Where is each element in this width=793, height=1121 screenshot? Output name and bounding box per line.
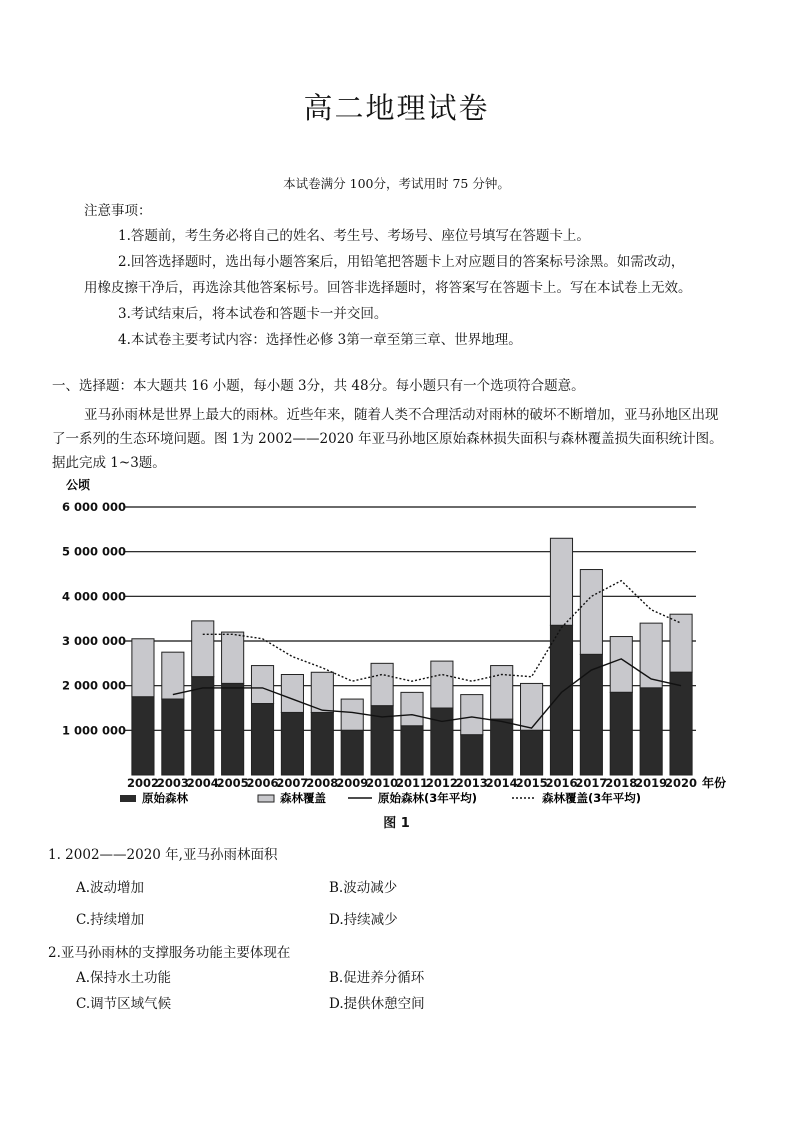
y-tick-label: 6 000 000 — [62, 500, 127, 514]
x-tick-label: 2014 — [485, 776, 518, 790]
x-tick-label: 2017 — [575, 776, 608, 790]
intro-line-3: 据此完成 1~3题。 — [52, 455, 166, 471]
bar-primary-forest — [521, 730, 543, 775]
legend-label-primary-forest: 原始森林 — [142, 791, 188, 805]
x-tick-label: 2018 — [605, 776, 638, 790]
bar-primary-forest — [401, 726, 423, 775]
bar-forest-cover — [431, 661, 453, 708]
question-1-stem: 1. 2002——2020 年,亚马孙雨林面积 — [48, 847, 278, 863]
question-intro — [52, 403, 748, 475]
y-tick-label: 2 000 000 — [62, 678, 127, 693]
bar-forest-cover — [461, 695, 483, 735]
bar-primary-forest — [670, 672, 692, 775]
x-tick-label: 2006 — [246, 776, 279, 790]
bar-primary-forest — [132, 697, 154, 775]
page-title: 高二地理试卷 — [303, 91, 490, 125]
x-tick-labels — [127, 776, 697, 790]
bar-forest-cover — [401, 692, 423, 726]
q2-option-c[interactable]: C.调节区域气候 — [76, 996, 172, 1012]
bar-primary-forest — [281, 712, 303, 775]
notice-item-2-cont: 用橡皮擦干净后，再选涂其他答案标号。回答非选择题时，将答案写在答题卡上。写在本试卷上无效。 — [84, 280, 692, 296]
line-primary-forest-avg — [173, 659, 681, 728]
y-tick-label: 5 000 000 — [62, 544, 127, 559]
notice-item-1: 1.答题前，考生务必将自己的姓名、考生号、考场号、座位号填写在答题卡上。 — [118, 228, 590, 244]
y-tick-label: 1 000 000 — [62, 723, 127, 738]
bar-primary-forest — [162, 699, 184, 775]
section-heading: 一、选择题：本大题共 16 小题，每小题 3分，共 48分。每小题只有一个选项符合题意。 — [52, 378, 585, 394]
bar-forest-cover — [251, 666, 273, 704]
q1-option-a[interactable]: A.波动增加 — [76, 880, 145, 896]
bar-forest-cover — [132, 639, 154, 697]
x-tick-label: 2012 — [425, 776, 458, 790]
x-tick-label: 2016 — [545, 776, 578, 790]
x-tick-label: 2011 — [395, 776, 429, 790]
q2-option-b[interactable]: B.促进养分循环 — [329, 970, 425, 986]
q1-option-c[interactable]: C.持续增加 — [76, 912, 145, 928]
bar-forest-cover — [341, 699, 363, 730]
x-tick-label: 2004 — [186, 776, 219, 790]
x-tick-label: 2008 — [306, 776, 339, 790]
legend-swatch-forest-cover — [258, 795, 274, 802]
notice-list — [84, 223, 734, 353]
legend-label-cover-avg: 森林覆盖(3年平均) — [542, 791, 642, 805]
bar-primary-forest — [251, 704, 273, 775]
x-tick-label: 2003 — [156, 776, 189, 790]
chart-legend — [120, 791, 641, 805]
bar-primary-forest — [491, 719, 513, 775]
x-tick-label: 2013 — [455, 776, 488, 790]
bar-primary-forest — [341, 730, 363, 775]
q2-option-a[interactable]: A.保持水土功能 — [76, 970, 172, 986]
bar-primary-forest — [550, 625, 572, 775]
bar-forest-cover — [521, 683, 543, 730]
q2-option-d[interactable]: D.提供休憩空间 — [329, 996, 425, 1012]
x-tick-label: 2020 — [665, 776, 698, 790]
bar-forest-cover — [311, 672, 333, 712]
x-tick-label: 2015 — [515, 776, 548, 790]
bar-primary-forest — [610, 692, 632, 775]
bar-forest-cover — [670, 614, 692, 672]
bar-primary-forest — [222, 683, 244, 775]
intro-line-1: 亚马孙雨林是世界上最大的雨林。近些年来，随着人类不合理活动对雨林的破坏不断增加，亚马孙地区出现 — [84, 407, 719, 423]
x-axis-label: 年份 — [702, 776, 727, 790]
x-tick-label: 2007 — [276, 776, 309, 790]
bar-forest-cover — [550, 538, 572, 625]
bar-primary-forest — [311, 712, 333, 775]
chart-lines — [173, 581, 681, 728]
x-tick-label: 2019 — [635, 776, 668, 790]
bar-forest-cover — [162, 652, 184, 699]
q1-option-b[interactable]: B.波动减少 — [329, 880, 398, 896]
exam-info: 本试卷满分 100分，考试用时 75 分钟。 — [283, 176, 510, 191]
legend-swatch-primary-forest — [120, 795, 136, 802]
bar-primary-forest — [192, 677, 214, 775]
bar-forest-cover — [192, 621, 214, 677]
bar-primary-forest — [431, 708, 453, 775]
q1-option-d[interactable]: D.持续减少 — [329, 912, 398, 928]
chart-bars — [132, 538, 692, 775]
forest-loss-chart — [60, 472, 740, 812]
intro-line-2: 了一系列的生态环境问题。图 1为 2002——2020 年亚马孙地区原始森林损失面积与森林覆盖损失面积统计图。 — [52, 431, 723, 447]
notice-item-2: 2.回答选择题时，选出每小题答案后，用铅笔把答题卡上对应题目的答案标号涂黑。如需改动， — [118, 254, 685, 270]
legend-label-forest-cover: 森林覆盖 — [280, 791, 326, 805]
bar-primary-forest — [580, 654, 602, 775]
x-tick-label: 2009 — [336, 776, 369, 790]
y-tick-label: 3 000 000 — [62, 634, 127, 648]
x-tick-label: 2002 — [126, 776, 159, 790]
y-tick-label: 4 000 000 — [62, 589, 127, 604]
bar-primary-forest — [640, 688, 662, 775]
legend-label-primary-avg: 原始森林(3年平均) — [378, 791, 478, 805]
bar-primary-forest — [461, 735, 483, 775]
notice-item-4: 4.本试卷主要考试内容：选择性必修 3第一章至第三章、世界地理。 — [118, 332, 522, 348]
bar-forest-cover — [580, 570, 602, 655]
bar-forest-cover — [281, 675, 303, 713]
notice-heading: 注意事项： — [84, 203, 152, 219]
bar-forest-cover — [371, 663, 393, 705]
x-tick-label: 2010 — [366, 776, 399, 790]
question-2-stem: 2.亚马孙雨林的支撑服务功能主要体现在 — [48, 945, 291, 961]
figure-caption: 图 1 — [383, 816, 410, 831]
y-axis-label: 公顷 — [66, 478, 91, 492]
x-tick-label: 2005 — [216, 776, 249, 790]
bar-forest-cover — [491, 666, 513, 720]
bar-forest-cover — [222, 632, 244, 683]
notice-item-3: 3.考试结束后，将本试卷和答题卡一并交回。 — [118, 306, 388, 322]
